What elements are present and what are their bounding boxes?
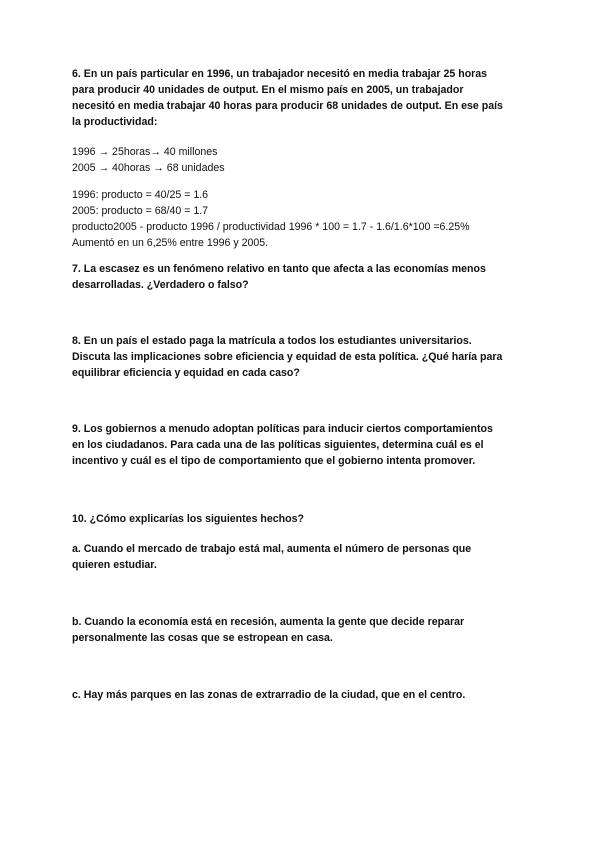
question-10-heading: 10. ¿Cómo explicarías los siguientes hechos?: [72, 513, 304, 525]
question-6-data: [72, 144, 542, 176]
question-9-line: 9. Los gobiernos a menudo adoptan políticas para inducir ciertos comportamientos: [72, 423, 493, 435]
question-9-line: incentivo y cuál es el tipo de comportamiento que el gobierno intenta promover.: [72, 455, 476, 467]
question-10-c-line: c. Hay más parques en las zonas de extrarradio de la ciudad, que en el centro.: [72, 689, 466, 701]
question-8-line: Discuta las implicaciones sobre eficiencia y equidad de esta política. ¿Qué haría para: [72, 351, 503, 363]
question-6: [72, 66, 542, 130]
calc-line: 1996: producto = 40/25 = 1.6: [72, 189, 209, 201]
question-8-line: 8. En un país el estado paga la matrícula a todos los estudiantes universitarios.: [72, 335, 472, 347]
question-7-line: 7. La escasez es un fenómeno relativo en tanto que afecta a las economías menos: [72, 263, 486, 275]
calc-line: producto2005 - producto 1996 / productividad 1996 * 100 = 1.7 - 1.6/1.6*100 =6.25%: [72, 221, 470, 233]
question-6-line: 6. En un país particular en 1996, un trabajador necesitó en media trabajar 25 horas: [72, 68, 488, 80]
question-10-a: [72, 541, 542, 573]
question-8-line: equilibrar eficiencia y equidad en cada caso?: [72, 367, 300, 379]
question-10-a-line: quieren estudiar.: [72, 559, 157, 571]
question-10-b-line: personalmente las cosas que se estropean en casa.: [72, 632, 333, 644]
data-line-1996: 1996 → 25horas→ 40 millones: [72, 146, 218, 158]
calc-line: 2005: producto = 68/40 = 1.7: [72, 205, 209, 217]
question-9: [72, 421, 542, 469]
question-7: [72, 261, 542, 293]
question-10-title: [72, 511, 542, 527]
question-6-line: la productividad:: [72, 116, 158, 128]
question-10-b: [72, 614, 542, 646]
question-8: [72, 333, 542, 381]
question-6-line: necesitó en media trabajar 40 horas para producir 68 unidades de output. En ese país: [72, 100, 503, 112]
data-line-2005: 2005 → 40horas → 68 unidades: [72, 162, 225, 174]
question-6-answer: [72, 187, 542, 251]
question-6-line: para producir 40 unidades de output. En el mismo país en 2005, un trabajador: [72, 84, 464, 96]
question-10-b-line: b. Cuando la economía está en recesión, aumenta la gente que decide reparar: [72, 616, 465, 628]
question-9-line: en los ciudadanos. Para cada una de las políticas siguientes, determina cuál es el: [72, 439, 484, 451]
question-10-a-line: a. Cuando el mercado de trabajo está mal, aumenta el número de personas que: [72, 543, 472, 555]
question-7-line: desarrolladas. ¿Verdadero o falso?: [72, 279, 249, 291]
answer-conclusion: Aumentó en un 6,25% entre 1996 y 2005.: [72, 237, 269, 249]
question-10-c: [72, 687, 542, 703]
